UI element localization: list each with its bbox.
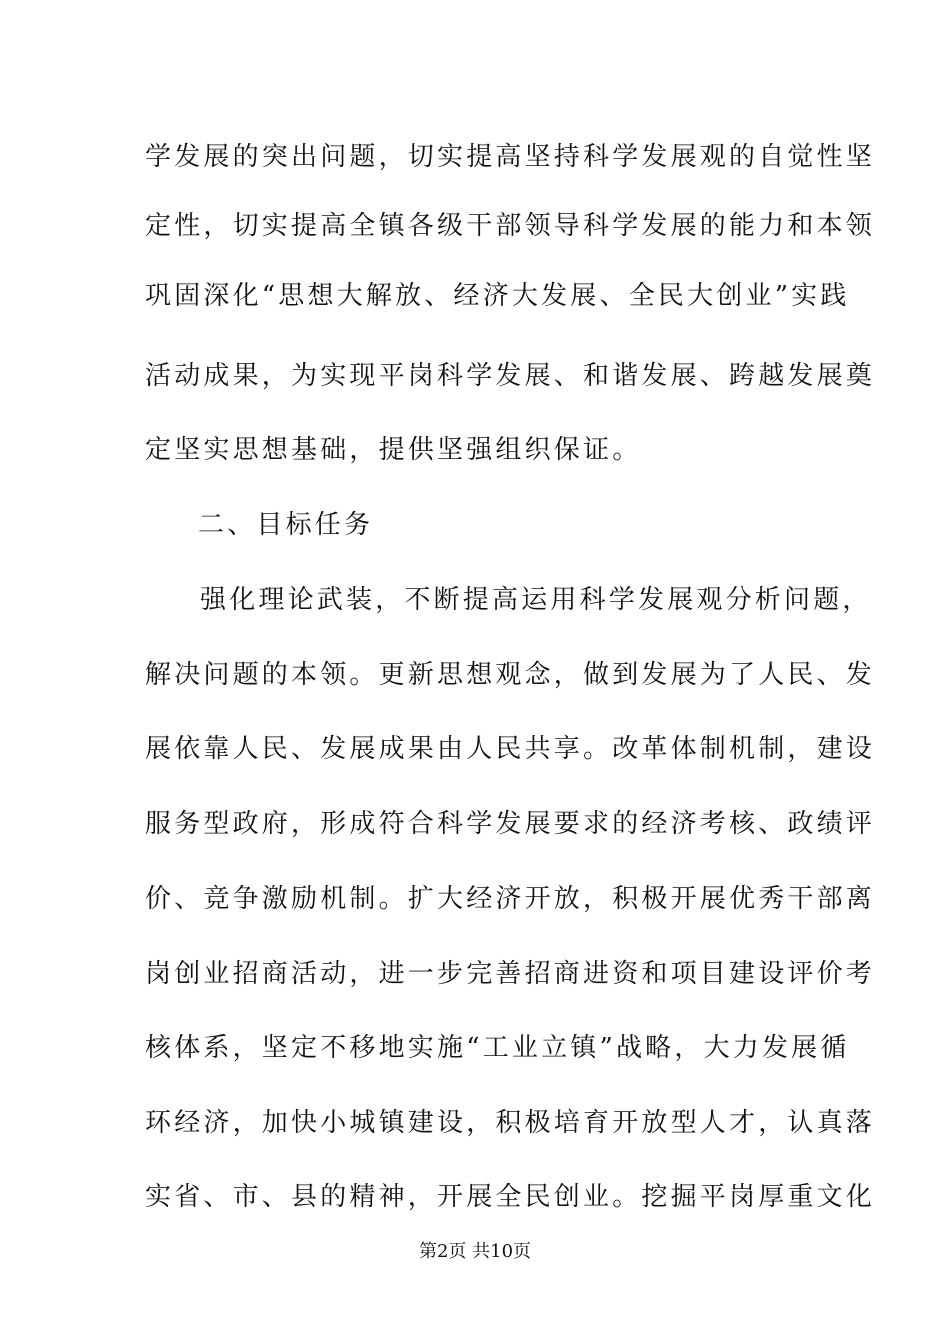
body-text-line: 环经济，加快小城镇建设，积极培育开放型人才，认真落 bbox=[145, 1108, 876, 1138]
body-text-line: 实省、市、县的精神，开展全民创业。挖掘平岗厚重文化 bbox=[145, 1182, 876, 1212]
body-text-line: 岗创业招商活动，进一步完善招商进资和项目建设评价考 bbox=[145, 959, 876, 989]
body-text-line: 服务型政府，形成符合科学发展要求的经济考核、政绩评 bbox=[145, 809, 876, 839]
body-text-line: 核体系，坚定不移地实施“工业立镇”战略，大力发展循 bbox=[145, 1033, 850, 1063]
body-text-line: 强化理论武装，不断提高运用科学发展观分析问题， bbox=[200, 585, 872, 615]
section-heading: 二、目标任务 bbox=[198, 510, 374, 540]
page-number-footer: 第2页 共10页 bbox=[418, 1241, 532, 1262]
body-text-line: 活动成果，为实现平岗科学发展、和谐发展、跨越发展奠 bbox=[145, 361, 876, 391]
body-text-line: 解决问题的本领。更新思想观念，做到发展为了人民、发 bbox=[145, 660, 876, 690]
body-text-line: 定坚实思想基础，提供坚强组织保证。 bbox=[145, 435, 642, 465]
body-text-line: 展依靠人民、发展成果由人民共享。改革体制机制，建设 bbox=[145, 734, 876, 764]
body-text-line: 价、竞争激励机制。扩大经济开放，积极开展优秀干部离 bbox=[145, 884, 876, 914]
body-text-line: 定性，切实提高全镇各级干部领导科学发展的能力和本领 bbox=[145, 211, 876, 241]
body-text-line: 巩固深化“思想大解放、经济大发展、全民大创业”实践 bbox=[145, 281, 850, 311]
body-text-line: 学发展的突出问题，切实提高坚持科学发展观的自觉性坚 bbox=[145, 142, 876, 172]
